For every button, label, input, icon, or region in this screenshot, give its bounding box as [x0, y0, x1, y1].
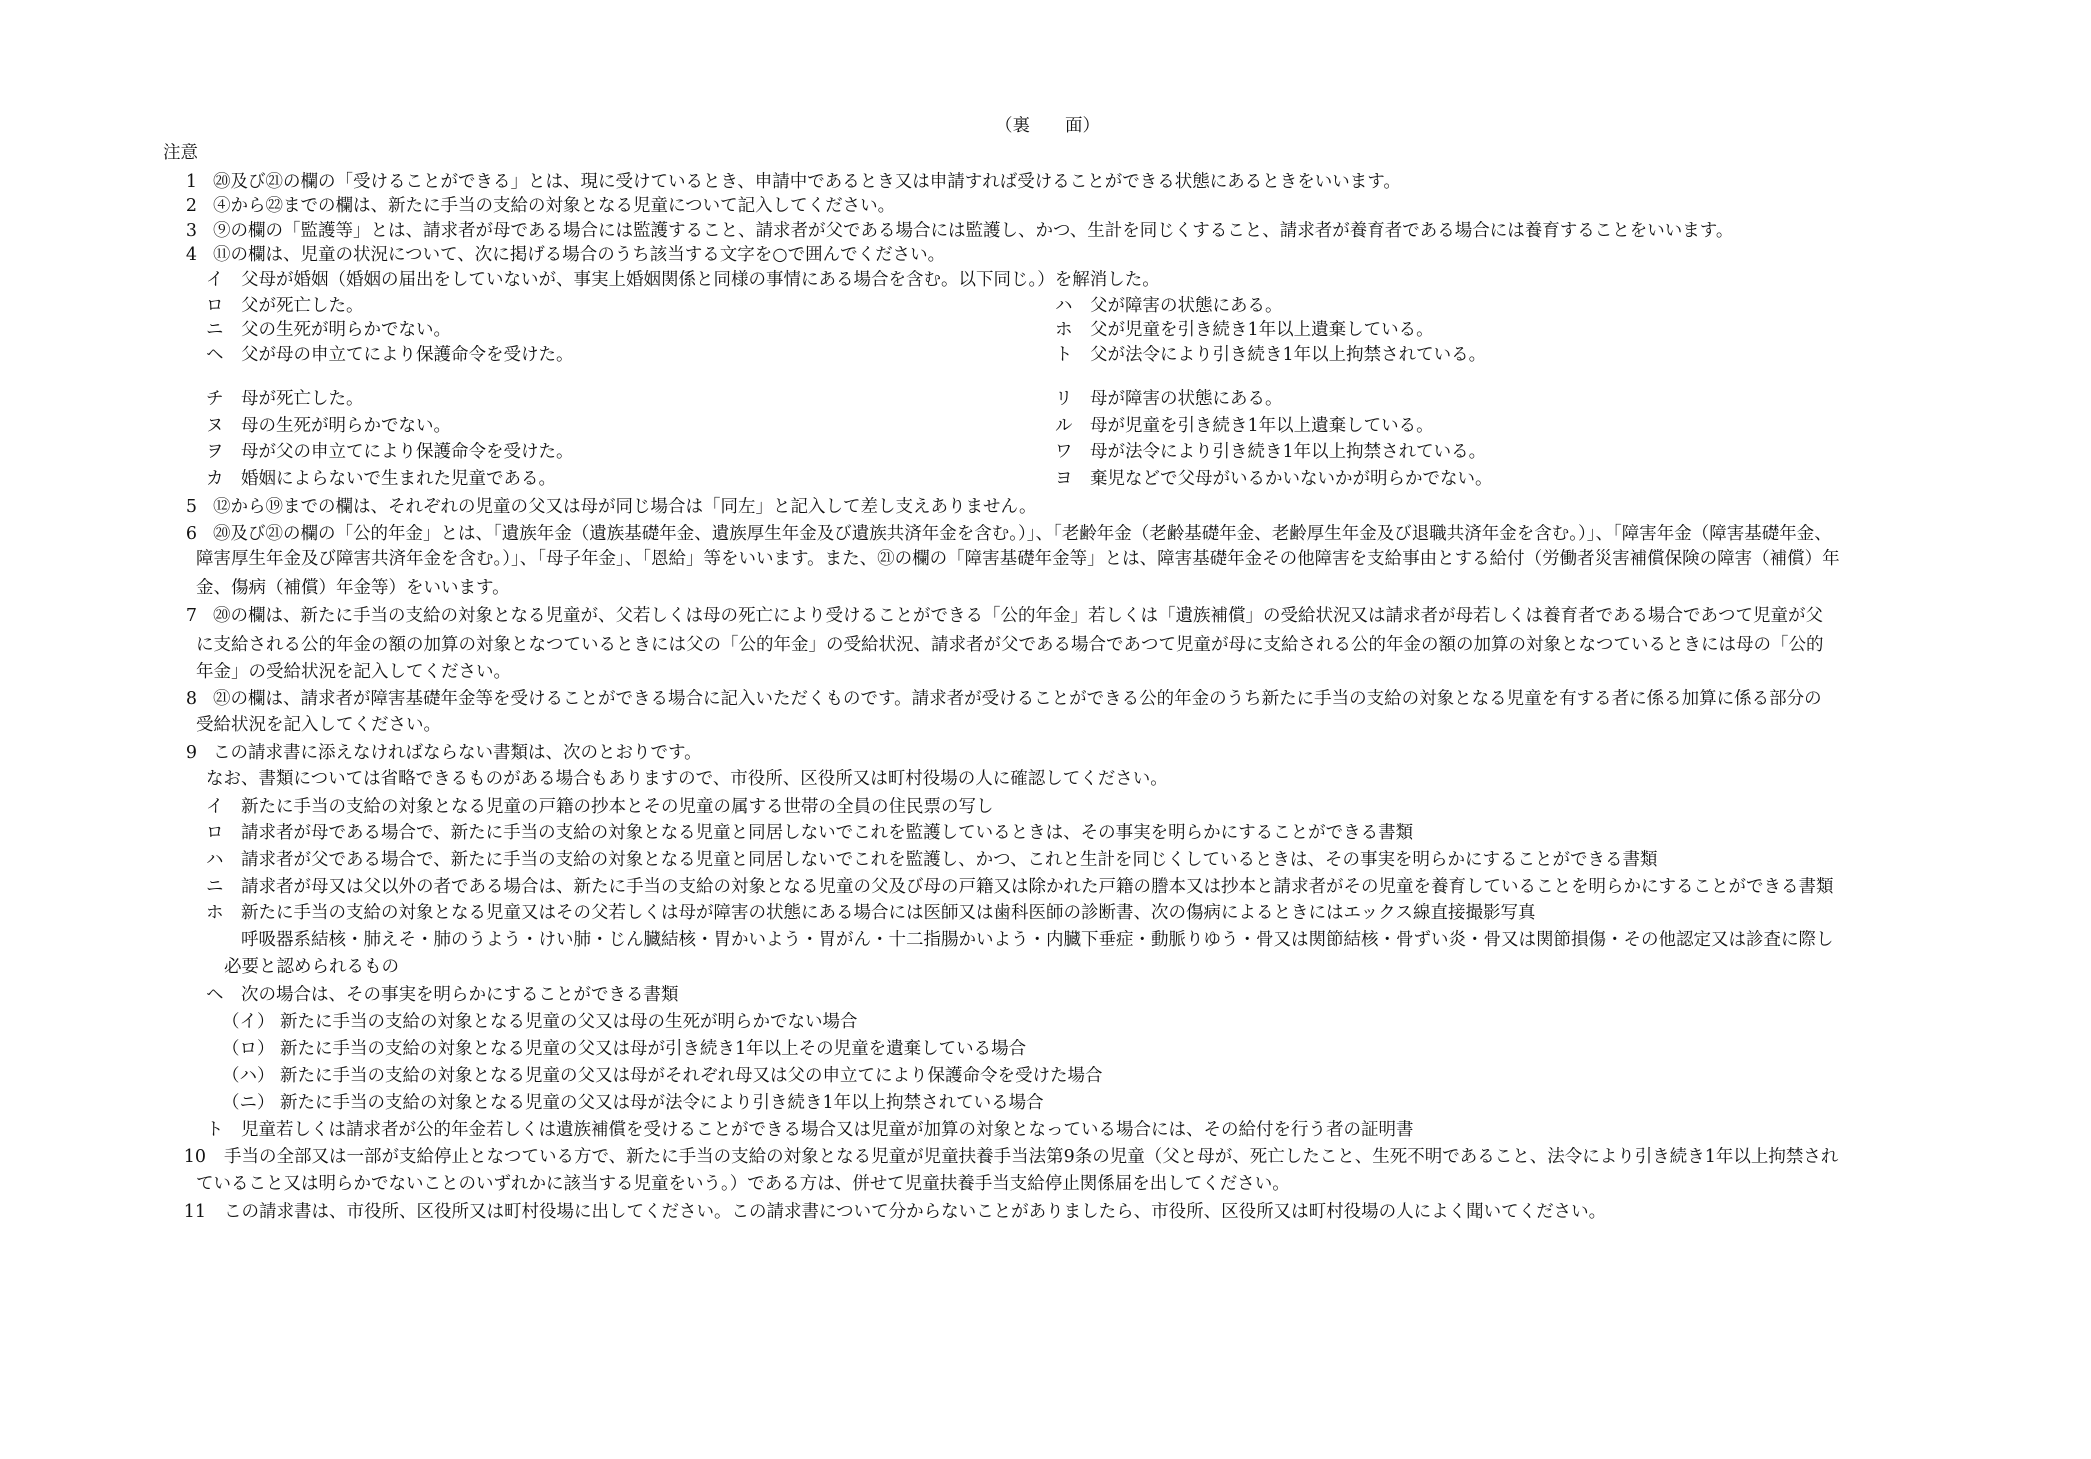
- note-text: この請求書に添えなければならない書類は、次のとおりです。: [213, 743, 702, 763]
- item-mark: ル: [1055, 416, 1073, 436]
- item-mark: チ: [206, 389, 224, 409]
- subitem-mark: （イ）: [222, 1012, 275, 1032]
- item-text: 母が法令により引き続き1年以上拘禁されている。: [1090, 442, 1487, 462]
- note-number: 11: [183, 1202, 206, 1222]
- note-text: 障害厚生年金及び障害共済年金を含む。）」、「母子年金」、「恩給」等をいいます。また、㉑の欄の「障害基礎年金等」とは、障害基礎年金その他障害を支給事由とする給付（労働者災害補償保険の障害（補償）年: [196, 549, 1840, 569]
- item-text: 請求者が母又は父以外の者である場合は、新たに手当の支給の対象となる児童の父及び母の戸籍又は除かれた戸籍の謄本又は抄本と請求者がその児童を養育していることを明らかにすることができる書類: [241, 877, 1834, 897]
- note-text: この請求書は、市役所、区役所又は町村役場に出してください。この請求書について分からないことがありましたら、市役所、区役所又は町村役場の人によく聞いてください。: [224, 1202, 1607, 1222]
- note-text: に支給される公的年金の額の加算の対象となつているときには父の「公的年金」の受給状況、請求者が父である場合であつて児童が母に支給される公的年金の額の加算の対象となつているときには母の「公的: [196, 635, 1824, 655]
- item-text: 父が死亡した。: [241, 296, 364, 316]
- item-mark: イ: [206, 797, 224, 817]
- item-text: 児童若しくは請求者が公的年金若しくは遺族補償を受けることができる場合又は児童が加算の対象となっている場合には、その給付を行う者の証明書: [241, 1120, 1414, 1140]
- item-text: 新たに手当の支給の対象となる児童の戸籍の抄本とその児童の属する世帯の全員の住民票の写し: [241, 797, 994, 817]
- item-text: 父が障害の状態にある。: [1090, 296, 1283, 316]
- item-text: 父が法令により引き続き1年以上拘禁されている。: [1090, 345, 1487, 365]
- item-text: 棄児などで父母がいるかいないかが明らかでない。: [1090, 469, 1493, 489]
- item-text: 母が障害の状態にある。: [1090, 389, 1283, 409]
- note-text: ⑳及び㉑の欄の「公的年金」とは、「遺族年金（遺族基礎年金、遺族厚生年金及び遺族共済年金を含む。）」、「老齢年金（老齢基礎年金、老齢厚生年金及び退職共済年金を含む。）」、「障害年金（障害基礎年金、: [213, 524, 1832, 544]
- item-text: 次の場合は、その事実を明らかにすることができる書類: [241, 985, 679, 1005]
- item-mark: ロ: [206, 823, 224, 843]
- item-mark: ワ: [1055, 442, 1073, 462]
- note-number: 5: [185, 497, 197, 517]
- item-mark: ハ: [206, 850, 224, 870]
- note-number: 8: [185, 689, 197, 709]
- item-text: 父が母の申立てにより保護命令を受けた。: [241, 345, 574, 365]
- item-text: 請求者が母である場合で、新たに手当の支給の対象となる児童と同居しないでこれを監護しているときは、その事実を明らかにすることができる書類: [241, 823, 1414, 843]
- note-number: 2: [185, 196, 197, 216]
- item-text: 母が児童を引き続き1年以上遺棄している。: [1090, 416, 1434, 436]
- note-text: ⑳の欄は、新たに手当の支給の対象となる児童が、父若しくは母の死亡により受けることができる「公的年金」若しくは「遺族補償」の受給状況又は請求者が母若しくは養育者である場合であつて児童が父: [213, 606, 1823, 626]
- item-text: 母が死亡した。: [241, 389, 364, 409]
- note-number: 9: [185, 743, 197, 763]
- item-text: 母の生死が明らかでない。: [241, 416, 451, 436]
- note-text: ④から㉒までの欄は、新たに手当の支給の対象となる児童について記入してください。: [213, 196, 896, 216]
- note-text: なお、書類については省略できるものがある場合もありますので、市役所、区役所又は町村役場の人に確認してください。: [206, 769, 1168, 789]
- item-mark: イ: [206, 270, 224, 290]
- item-text: 必要と認められるもの: [224, 957, 399, 977]
- caution-heading: 注意: [163, 143, 198, 163]
- item-text: 新たに手当の支給の対象となる児童又はその父若しくは母が障害の状態にある場合には医師又は歯科医師の診断書、次の傷病によるときにはエックス線直接撮影写真: [241, 903, 1536, 923]
- item-mark: ホ: [1055, 320, 1073, 340]
- item-text: 父母が婚姻（婚姻の届出をしていないが、事実上婚姻関係と同様の事情にある場合を含む。以下同じ。）を解消した。: [241, 270, 1160, 290]
- item-mark: ヨ: [1055, 469, 1073, 489]
- item-mark: ニ: [206, 320, 224, 340]
- item-mark: ヲ: [206, 442, 224, 462]
- item-mark: カ: [206, 469, 224, 489]
- subitem-text: 新たに手当の支給の対象となる児童の父又は母がそれぞれ母又は父の申立てにより保護命令を受けた場合: [280, 1066, 1103, 1086]
- note-number: 3: [185, 221, 197, 241]
- subitem-mark: （ロ）: [222, 1039, 275, 1059]
- subitem-mark: （ニ）: [222, 1093, 275, 1113]
- item-mark: ト: [1055, 345, 1073, 365]
- item-text: 父の生死が明らかでない。: [241, 320, 451, 340]
- note-number: 6: [185, 524, 197, 544]
- note-text: 手当の全部又は一部が支給停止となつている方で、新たに手当の支給の対象となる児童が児童扶養手当法第9条の児童（父と母が、死亡したこと、生死不明であること、法令により引き続き1年以上拘禁され: [224, 1147, 1839, 1167]
- note-number: 4: [185, 245, 197, 265]
- item-text: 呼吸器系結核・肺えそ・肺のうよう・けい肺・じん臓結核・胃かいよう・胃がん・十二指腸かいよう・内臓下垂症・動脈りゆう・骨又は関節結核・骨ずい炎・骨又は関節損傷・その他認定又は診査に際し: [241, 930, 1834, 950]
- item-mark: ニ: [206, 877, 224, 897]
- item-text: 請求者が父である場合で、新たに手当の支給の対象となる児童と同居しないでこれを監護し、かつ、これと生計を同じくしているときは、その事実を明らかにすることができる書類: [241, 850, 1658, 870]
- item-mark: ホ: [206, 903, 224, 923]
- item-mark: ハ: [1055, 296, 1073, 316]
- subitem-text: 新たに手当の支給の対象となる児童の父又は母が引き続き1年以上その児童を遺棄している場合: [280, 1039, 1027, 1059]
- item-mark: ヘ: [206, 985, 224, 1005]
- item-mark: リ: [1055, 389, 1073, 409]
- subitem-mark: （ハ）: [222, 1066, 275, 1086]
- note-text: ⑫から⑲までの欄は、それぞれの児童の父又は母が同じ場合は「同左」と記入して差し支えありません。: [213, 497, 1037, 517]
- note-text: ⑪の欄は、児童の状況について、次に掲げる場合のうち該当する文字を○で囲んでください。: [213, 245, 946, 265]
- note-text: 年金」の受給状況を記入してください。: [196, 662, 511, 682]
- subitem-text: 新たに手当の支給の対象となる児童の父又は母の生死が明らかでない場合: [280, 1012, 858, 1032]
- note-number: 10: [183, 1147, 206, 1167]
- item-text: 父が児童を引き続き1年以上遺棄している。: [1090, 320, 1434, 340]
- item-text: 婚姻によらないで生まれた児童である。: [241, 469, 556, 489]
- note-text: ていること又は明らかでないことのいずれかに該当する児童をいう。）である方は、併せて児童扶養手当支給停止関係届を出してください。: [196, 1174, 1290, 1194]
- item-mark: ヘ: [206, 345, 224, 365]
- note-text: ⑨の欄の「監護等」とは、請求者が母である場合には監護すること、請求者が父である場合には監護し、かつ、生計を同じくすること、請求者が養育者である場合には養育することをいいます。: [213, 221, 1734, 241]
- note-number: 1: [185, 172, 197, 192]
- note-text: 金、傷病（補償）年金等）をいいます。: [196, 578, 510, 598]
- item-text: 母が父の申立てにより保護命令を受けた。: [241, 442, 574, 462]
- note-number: 7: [185, 606, 197, 626]
- item-mark: ト: [206, 1120, 224, 1140]
- item-mark: ロ: [206, 296, 224, 316]
- note-text: ⑳及び㉑の欄の「受けることができる」とは、現に受けているとき、申請中であるとき又は申請すれば受けることができる状態にあるときをいいます。: [213, 172, 1401, 192]
- note-text: ㉑の欄は、請求者が障害基礎年金等を受けることができる場合に記入いただくものです。請求者が受けることができる公的年金のうち新たに手当の支給の対象となる児童を有する者に係る加算に係る部分の: [213, 689, 1822, 709]
- item-mark: ヌ: [206, 416, 224, 436]
- note-text: 受給状況を記入してください。: [196, 715, 441, 735]
- page-side-label: （裏 面）: [995, 116, 1100, 136]
- subitem-text: 新たに手当の支給の対象となる児童の父又は母が法令により引き続き1年以上拘禁されている場合: [280, 1093, 1044, 1113]
